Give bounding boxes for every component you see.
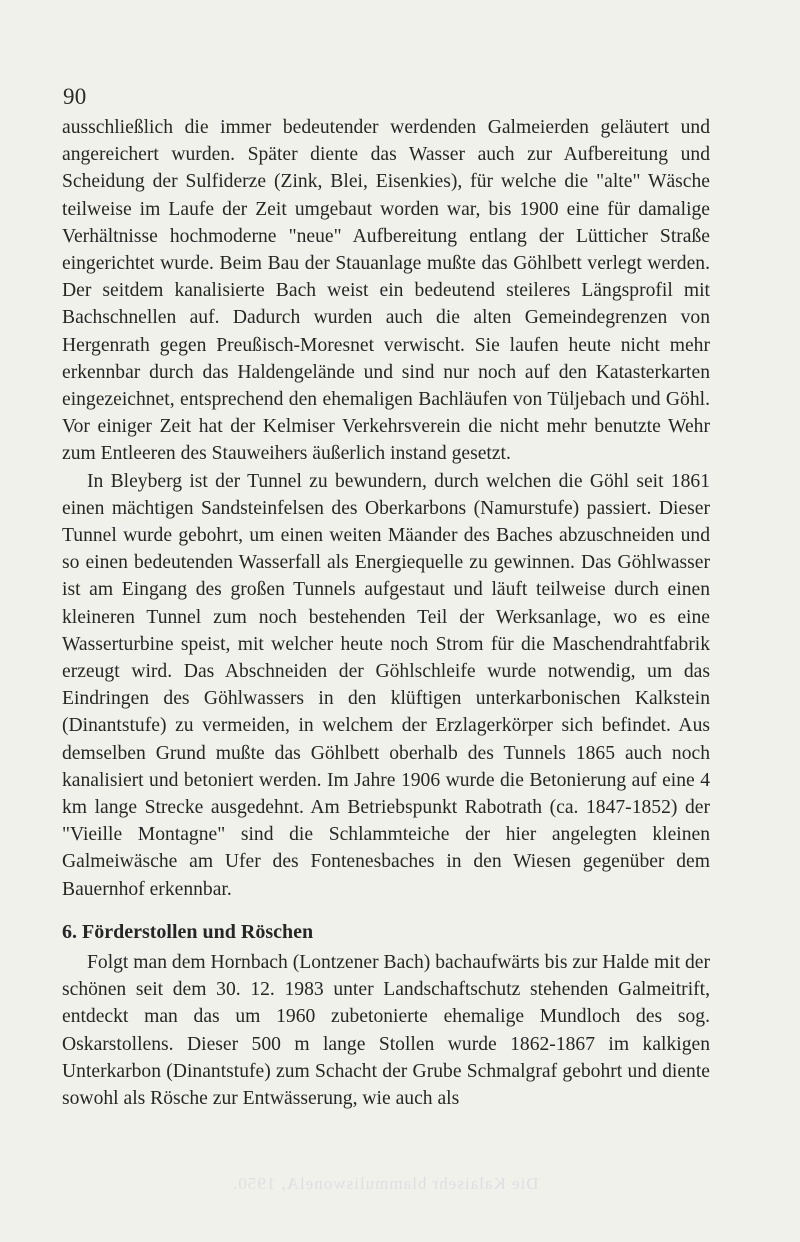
paragraph-3: Folgt man dem Hornbach (Lontzener Bach) bachaufwärts bis zur Halde mit der schönen seit dem 30. 12. 1983 unter Landschaftschutz stehenden Galmeitrift, entdeckt man das um 1960 zubetonierte ehemalige Mundloch des sog. Oskarstollens. Dieser 500 m lange Stollen wurde 1862-1867 im kalkigen Unterkarbon (Dinantstufe) zum Schacht der Grube Schmalgraf gebohrt und diente sowohl als Rösche zur Entwässerung, wie auch als (62, 951, 710, 1109)
section-heading: 6. Förderstollen und Röschen (62, 920, 314, 943)
page-number: 90 (63, 84, 87, 109)
bleed-through-text: Die Kalaisehr blammuliswonelA, 1950. (232, 1174, 539, 1193)
paragraph-1: ausschließlich die immer bedeutender werdenden Galmeierden geläutert und angereichert wurden. Später diente das Wasser auch zur Aufbereitung und Scheidung der Sulfiderze (Zink, Blei, Eisenkies), für welche die "alte" Wäsche teilweise im Laufe der Zeit umgebaut worden war, bis 1900 eine für damalige Verhältnisse hochmoderne "neue" Aufbereitung entlang der Lütticher Straße eingerichtet wurde. Beim Bau der Stauanlage mußte das Göhlbett verlegt werden. Der seitdem kanalisierte Bach weist ein bedeutend steileres Längsprofil mit Bachschnellen auf. Dadurch wurden auch die alten Gemeindegrenzen von Hergenrath gegen Preußisch-Moresnet verwischt. Sie laufen heute nicht mehr erkennbar durch das Haldengelände und sind nur noch auf den Katasterkarten eingezeichnet, entsprechend den ehemaligen Bachläufen von Tüljebach und Göhl. Vor einiger Zeit hat der Kelmiser Verkehrsverein die nicht mehr benutzte Wehr zum Entleeren des Stauweihers äußerlich instand gesetzt. (62, 117, 710, 465)
page-body (62, 114, 710, 1112)
paragraph-2: In Bleyberg ist der Tunnel zu bewundern, durch welchen die Göhl seit 1861 einen mächtigen Sandsteinfelsen des Oberkarbons (Namurstufe) passiert. Dieser Tunnel wurde gebohrt, um einen weiten Mäander des Baches abzuschneiden und so einen bedeutenden Wasserfall als Energiequelle zu gewinnen. Das Göhlwasser ist am Eingang des großen Tunnels aufgestaut und läuft teilweise durch einen kleineren Tunnel zum noch bestehenden Teil der Werksanlage, wo es eine Wasserturbine speist, mit welcher heute noch Strom für die Maschendrahtfabrik erzeugt wird. Das Abschneiden der Göhlschleife wurde notwendig, um das Eindringen des Göhlwassers in den klüftigen unterkarbonischen Kalkstein (Dinantstufe) zu vermeiden, in welchem der Erzlagerkörper sich befindet. Aus demselben Grund mußte das Göhlbett oberhalb des Tunnels 1865 auch noch kanalisiert und betoniert werden. Im Jahre 1906 wurde die Betonierung auf eine 4 km lange Strecke ausgedehnt. Am Betriebspunkt Rabotrath (ca. 1847-1852) der "Vieille Montagne" sind die Schlammteiche der hier angelegten kleinen Galmeiwäsche am Ufer des Fontenesbaches in den Wiesen gegenüber dem Bauernhof erkennbar. (62, 470, 710, 900)
